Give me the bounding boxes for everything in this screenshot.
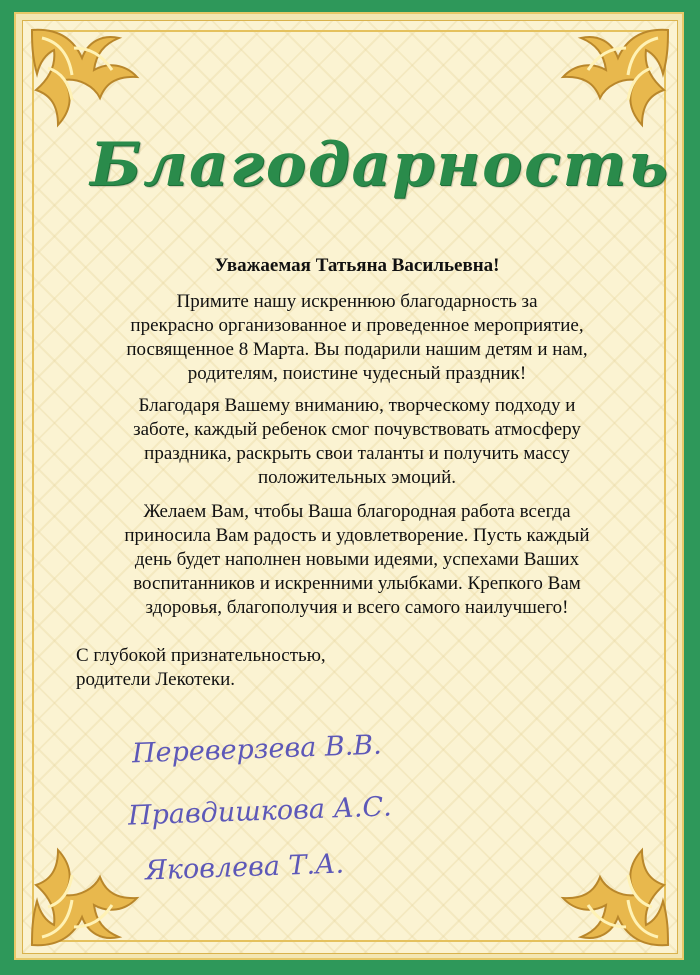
body-line: воспитанников и искренними улыбками. Крепкого Вам: [133, 573, 581, 594]
handwritten-signature: Правдишкова А.С.: [127, 791, 393, 832]
greeting: Уважаемая Татьяна Васильевна!: [214, 255, 500, 276]
body-line: заботе, каждый ребенок смог почувствовать атмосферу: [133, 419, 581, 440]
handwritten-signature: Переверзева В.В.: [131, 729, 383, 770]
body-line: Примите нашу искреннюю благодарность за: [176, 291, 538, 312]
body-line: Желаем Вам, чтобы Ваша благородная работа всегда: [143, 501, 571, 522]
document-title: Благодарность: [90, 130, 670, 200]
body-line: родителям, поистине чудесный праздник!: [187, 363, 527, 384]
body-line: прекрасно организованное и проведенное мероприятие,: [130, 315, 584, 336]
body-line: Благодаря Вашему вниманию, творческому подходу и: [138, 395, 576, 416]
body-line: приносила Вам радость и удовлетворение. Пусть каждый: [124, 525, 590, 546]
closing: [76, 644, 646, 692]
closing-line: С глубокой признательностью,: [76, 645, 326, 666]
handwritten-signature: Яковлева Т.А.: [144, 848, 345, 887]
gold-ornament-corner-icon: [531, 810, 676, 955]
body-line: здоровья, благополучия и всего самого наилучшего!: [145, 597, 569, 618]
body-line: положительных эмоций.: [257, 467, 457, 488]
body-line: день будет наполнен новыми идеями, успехами Ваших: [134, 549, 580, 570]
closing-line: родители Лекотеки.: [76, 669, 236, 690]
body-line: праздника, раскрыть свои таланты и получить массу: [144, 443, 570, 464]
body-line: посвященное 8 Марта. Вы подарили нашим детям и нам,: [126, 339, 588, 360]
body-text: [72, 290, 642, 630]
